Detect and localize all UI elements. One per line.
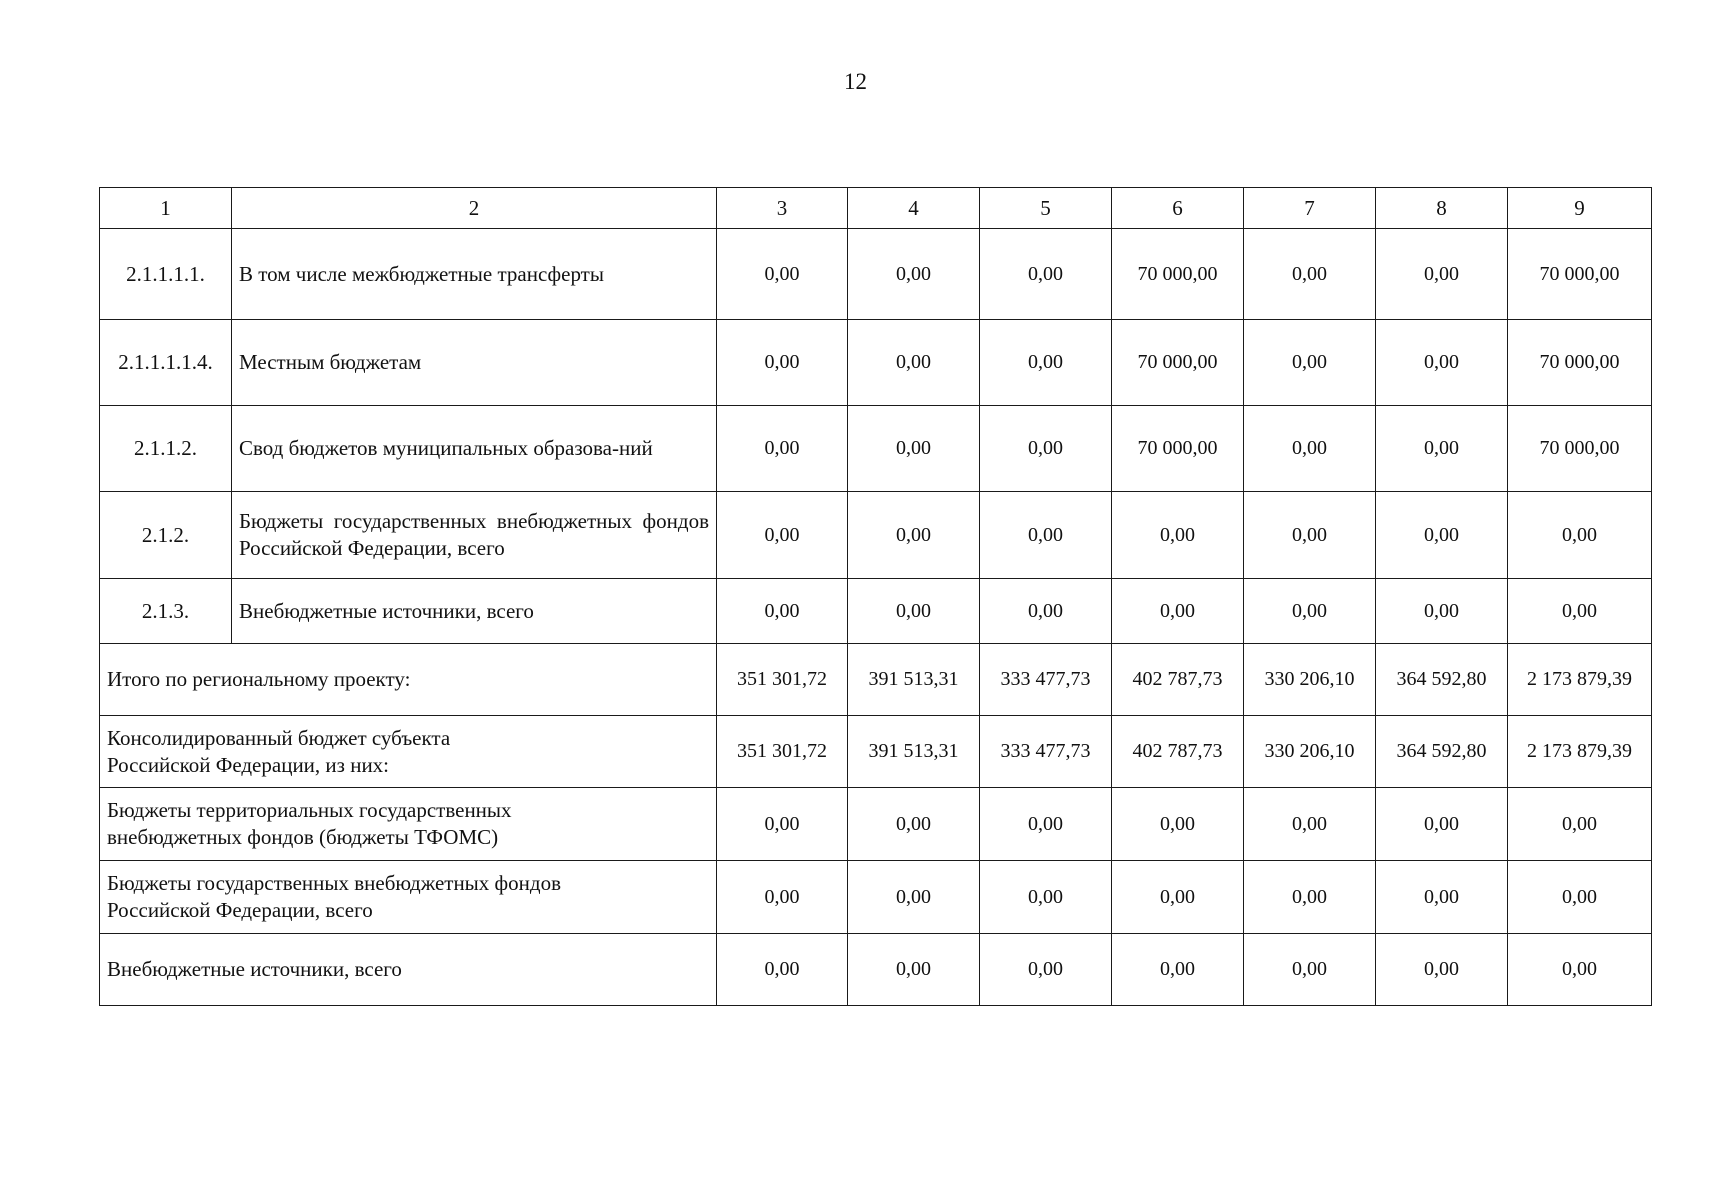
value-cell: 0,00 bbox=[717, 788, 848, 861]
value-cell: 402 787,73 bbox=[1112, 644, 1244, 716]
value-cell: 0,00 bbox=[717, 492, 848, 579]
value-cell: 2 173 879,39 bbox=[1508, 716, 1652, 788]
value-cell: 0,00 bbox=[1244, 788, 1376, 861]
value-cell: 330 206,10 bbox=[1244, 644, 1376, 716]
summary-label bbox=[100, 788, 717, 861]
value-cell: 0,00 bbox=[980, 229, 1112, 320]
value-cell: 0,00 bbox=[717, 229, 848, 320]
value-cell: 0,00 bbox=[980, 861, 1112, 934]
summary-row bbox=[100, 644, 1652, 716]
table-row bbox=[100, 320, 1652, 406]
value-cell: 70 000,00 bbox=[1508, 406, 1652, 492]
value-cell: 0,00 bbox=[980, 579, 1112, 644]
value-cell: 0,00 bbox=[717, 934, 848, 1006]
summary-row bbox=[100, 716, 1652, 788]
header-row bbox=[100, 188, 1652, 229]
value-cell: 351 301,72 bbox=[717, 644, 848, 716]
value-cell: 0,00 bbox=[1508, 788, 1652, 861]
value-cell: 0,00 bbox=[717, 861, 848, 934]
value-cell: 70 000,00 bbox=[1112, 406, 1244, 492]
row-name: В том числе межбюджетные трансферты bbox=[232, 229, 717, 320]
value-cell: 333 477,73 bbox=[980, 644, 1112, 716]
table-row bbox=[100, 229, 1652, 320]
value-cell: 0,00 bbox=[1112, 492, 1244, 579]
budget-table bbox=[99, 187, 1652, 1006]
value-cell: 333 477,73 bbox=[980, 716, 1112, 788]
value-cell: 391 513,31 bbox=[848, 716, 980, 788]
column-header: 2 bbox=[232, 188, 717, 229]
value-cell: 0,00 bbox=[1376, 579, 1508, 644]
summary-row bbox=[100, 861, 1652, 934]
value-cell: 0,00 bbox=[1508, 579, 1652, 644]
value-cell: 391 513,31 bbox=[848, 644, 980, 716]
summary-row bbox=[100, 788, 1652, 861]
table-row bbox=[100, 492, 1652, 579]
value-cell: 70 000,00 bbox=[1112, 229, 1244, 320]
value-cell: 0,00 bbox=[1376, 229, 1508, 320]
value-cell: 0,00 bbox=[848, 406, 980, 492]
column-header: 3 bbox=[717, 188, 848, 229]
row-code: 2.1.1.1.1.4. bbox=[100, 320, 232, 406]
value-cell: 2 173 879,39 bbox=[1508, 644, 1652, 716]
value-cell: 0,00 bbox=[848, 492, 980, 579]
value-cell: 0,00 bbox=[1244, 579, 1376, 644]
summary-label: Итого по региональному проекту: bbox=[100, 644, 717, 716]
value-cell: 0,00 bbox=[1244, 934, 1376, 1006]
column-header: 9 bbox=[1508, 188, 1652, 229]
value-cell: 0,00 bbox=[717, 320, 848, 406]
summary-label-text: Бюджеты территориальных государственных внебюджетных фондов (бюджеты ТФОМС) bbox=[107, 798, 512, 849]
value-cell: 0,00 bbox=[848, 934, 980, 1006]
value-cell: 0,00 bbox=[848, 320, 980, 406]
value-cell: 0,00 bbox=[980, 320, 1112, 406]
summary-label-text: Консолидированный бюджет субъекта Российской Федерации, из них: bbox=[107, 725, 451, 777]
value-cell: 0,00 bbox=[1376, 861, 1508, 934]
page-number: 12 bbox=[844, 69, 867, 94]
row-name: Свод бюджетов муниципальных образова-ний bbox=[232, 406, 717, 492]
value-cell: 0,00 bbox=[980, 934, 1112, 1006]
value-cell: 0,00 bbox=[1244, 320, 1376, 406]
column-header: 4 bbox=[848, 188, 980, 229]
row-name: Внебюджетные источники, всего bbox=[232, 579, 717, 644]
value-cell: 0,00 bbox=[717, 406, 848, 492]
table-row bbox=[100, 579, 1652, 644]
value-cell: 0,00 bbox=[1112, 934, 1244, 1006]
summary-label-text: Бюджеты государственных внебюджетных фондов Российской Федерации, всего bbox=[107, 871, 561, 922]
column-header: 6 bbox=[1112, 188, 1244, 229]
summary-label bbox=[100, 861, 717, 934]
value-cell: 0,00 bbox=[980, 406, 1112, 492]
row-name: Бюджеты государственных внебюджетных фондов Российской Федерации, всего bbox=[232, 492, 717, 579]
value-cell: 0,00 bbox=[1376, 406, 1508, 492]
column-header: 7 bbox=[1244, 188, 1376, 229]
row-code: 2.1.3. bbox=[100, 579, 232, 644]
value-cell: 0,00 bbox=[980, 788, 1112, 861]
row-code: 2.1.2. bbox=[100, 492, 232, 579]
value-cell: 0,00 bbox=[1508, 492, 1652, 579]
value-cell: 364 592,80 bbox=[1376, 716, 1508, 788]
value-cell: 0,00 bbox=[1244, 406, 1376, 492]
value-cell: 330 206,10 bbox=[1244, 716, 1376, 788]
value-cell: 0,00 bbox=[980, 492, 1112, 579]
value-cell: 70 000,00 bbox=[1112, 320, 1244, 406]
value-cell: 0,00 bbox=[848, 229, 980, 320]
value-cell: 351 301,72 bbox=[717, 716, 848, 788]
summary-row bbox=[100, 934, 1652, 1006]
column-header: 5 bbox=[980, 188, 1112, 229]
value-cell: 0,00 bbox=[717, 579, 848, 644]
value-cell: 0,00 bbox=[1112, 861, 1244, 934]
value-cell: 0,00 bbox=[848, 579, 980, 644]
value-cell: 70 000,00 bbox=[1508, 229, 1652, 320]
value-cell: 0,00 bbox=[1508, 934, 1652, 1006]
value-cell: 364 592,80 bbox=[1376, 644, 1508, 716]
value-cell: 0,00 bbox=[848, 788, 980, 861]
row-name: Местным бюджетам bbox=[232, 320, 717, 406]
value-cell: 0,00 bbox=[1376, 934, 1508, 1006]
value-cell: 0,00 bbox=[1508, 861, 1652, 934]
value-cell: 402 787,73 bbox=[1112, 716, 1244, 788]
table-row bbox=[100, 406, 1652, 492]
row-code: 2.1.1.2. bbox=[100, 406, 232, 492]
value-cell: 0,00 bbox=[1244, 229, 1376, 320]
value-cell: 0,00 bbox=[1112, 579, 1244, 644]
value-cell: 0,00 bbox=[1376, 788, 1508, 861]
value-cell: 0,00 bbox=[1376, 492, 1508, 579]
value-cell: 0,00 bbox=[1112, 788, 1244, 861]
column-header: 1 bbox=[100, 188, 232, 229]
value-cell: 0,00 bbox=[848, 861, 980, 934]
value-cell: 0,00 bbox=[1244, 861, 1376, 934]
summary-label bbox=[100, 716, 717, 788]
value-cell: 0,00 bbox=[1376, 320, 1508, 406]
row-code: 2.1.1.1.1. bbox=[100, 229, 232, 320]
column-header: 8 bbox=[1376, 188, 1508, 229]
summary-label: Внебюджетные источники, всего bbox=[100, 934, 717, 1006]
value-cell: 0,00 bbox=[1244, 492, 1376, 579]
value-cell: 70 000,00 bbox=[1508, 320, 1652, 406]
